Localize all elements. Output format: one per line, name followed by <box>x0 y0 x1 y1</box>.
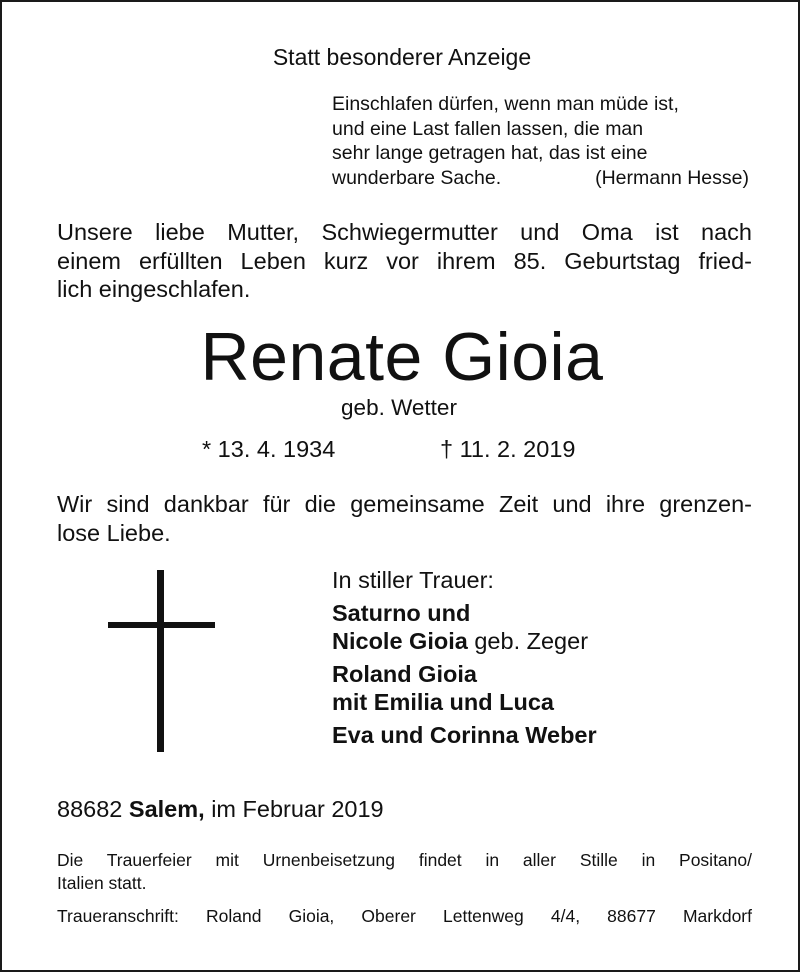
maiden-name-text: geb. Wetter <box>341 395 457 420</box>
mourners-heading: In stiller Trauer: <box>332 567 494 593</box>
mourner-line: Saturno und <box>332 599 471 626</box>
mourner-line: Eva und Corinna Weber <box>332 721 597 748</box>
mourner-line: Roland Gioia <box>332 660 477 687</box>
thanks-line: Wir sind dankbar für die gemeinsame Zeit und ihre grenzen- <box>57 491 752 517</box>
quote-last-row <box>332 166 749 191</box>
note-line: Italien statt. <box>57 872 147 893</box>
thanks-line: lose Liebe. <box>57 519 171 546</box>
deceased-name: Renate Gioia <box>200 319 604 395</box>
thanks-paragraph <box>57 490 752 547</box>
intro-line: einem erfüllten Leben kurz vor ihrem 85. Geburtstag fried- <box>57 247 752 274</box>
date-text: im Februar 2019 <box>204 796 384 822</box>
mourner-line: mit Emilia und Luca <box>332 689 554 715</box>
mourning-address: Traueranschrift: Roland Gioia, Oberer Lettenweg 4/4, 88677 Markdorf <box>57 906 752 926</box>
quote-line: sehr lange getragen hat, das ist eine <box>332 142 648 164</box>
mourners-block <box>332 566 597 749</box>
hesse-quote <box>332 92 749 190</box>
intro-line: Unsere liebe Mutter, Schwiegermutter und Oma ist nach <box>57 219 752 245</box>
funeral-note <box>57 849 752 894</box>
postcode: 88682 <box>57 796 129 822</box>
death-date: † 11. 2. 2019 <box>440 436 576 462</box>
city: Salem, <box>128 796 205 822</box>
maiden-name <box>2 395 800 421</box>
quote-author: (Hermann Hesse) <box>595 166 749 189</box>
place-date-line <box>57 796 384 823</box>
intro-line: lich eingeschlafen. <box>57 276 251 302</box>
cross-horizontal-bar <box>108 622 215 628</box>
note-line: Die Trauerfeier mit Urnenbeisetzung findet in aller Stille in Positano/ <box>57 850 752 870</box>
header-text: Statt besonderer Anzeige <box>272 44 532 70</box>
quote-line: Einschlafen dürfen, wenn man müde ist, <box>332 93 679 115</box>
quote-line: wunderbare Sache. <box>332 166 502 189</box>
quote-line: und eine Last fallen lassen, die man <box>332 117 644 140</box>
mourner-maiden: geb. Zeger <box>467 628 589 654</box>
cross-vertical-bar <box>157 570 164 752</box>
mourner-line <box>332 627 597 656</box>
birth-date: * 13. 4. 1934 <box>202 436 336 462</box>
intro-paragraph <box>57 218 752 304</box>
mourner-name: Nicole Gioia <box>332 628 468 654</box>
